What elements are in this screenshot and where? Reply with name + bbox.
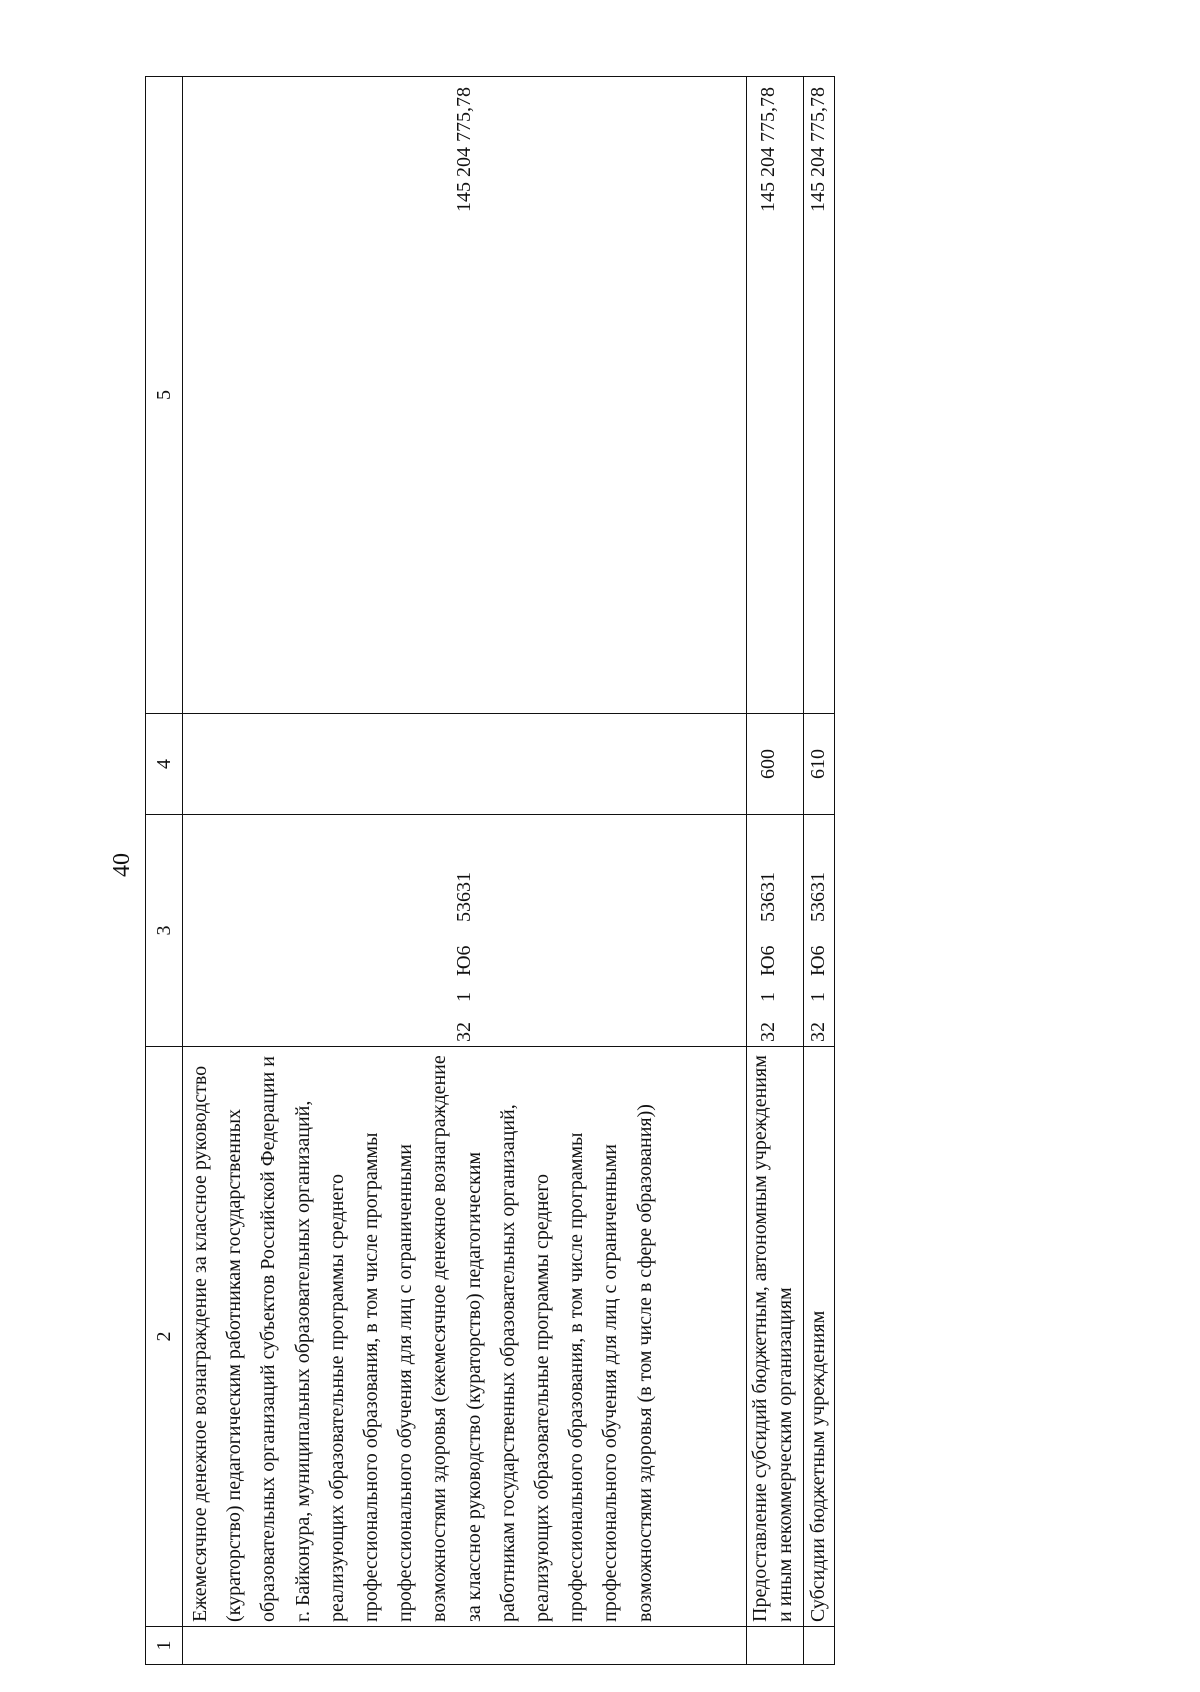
header-cell-1: 1 xyxy=(146,1627,183,1665)
expense-type-cell: 600 xyxy=(747,714,804,815)
table-row xyxy=(804,77,835,1665)
code-part-program: 32 xyxy=(757,1022,779,1042)
budget-table xyxy=(145,76,835,1665)
table-row xyxy=(183,77,747,1665)
header-cell-5: 5 xyxy=(146,77,183,714)
code-part-direction: 53631 xyxy=(807,872,829,922)
amount-cell: 145 204 775,78 xyxy=(183,77,747,714)
description-cell: Ежемесячное денежное вознаграждение за классное руководство (кураторство) педагогическим работникам государственных образовательных организаций субъектов Российской Федерации и г. Байконура, муниципальных образовательных организаций, реализующих образовательные программы среднего профессионального образования, в том числе программы профессионального обучения для лиц с ограниченными возможностями здоровья (ежемесячное денежное вознаграждение за классное руководство (кураторство) педагогическим работникам государственных образовательных организаций, реализующих образовательные программы среднего профессионального образования, в том числе программы профессионального обучения для лиц с ограниченными возможностями здоровья (в том числе в сфере образования)) xyxy=(183,1047,747,1627)
code-part-program: 32 xyxy=(807,1022,829,1042)
code-part-project: Ю6 xyxy=(453,945,476,976)
code-part-subprogram: 1 xyxy=(807,992,829,1002)
row-number-cell xyxy=(183,1627,747,1665)
amount-cell: 145 204 775,78 xyxy=(804,77,835,714)
code-part-subprogram: 1 xyxy=(757,992,779,1002)
target-article-cell xyxy=(747,815,804,1047)
expense-type-cell xyxy=(183,714,747,815)
target-article-cell xyxy=(183,815,747,1047)
code-part-project: Ю6 xyxy=(757,945,779,976)
code-part-direction: 53631 xyxy=(453,872,476,922)
code-part-subprogram: 1 xyxy=(453,992,476,1002)
header-cell-4: 4 xyxy=(146,714,183,815)
amount-cell: 145 204 775,78 xyxy=(747,77,804,714)
description-cell: Предоставление субсидий бюджетным, автономным учреждениям и иным некоммерческим организациям xyxy=(747,1047,804,1627)
table-wrapper xyxy=(145,77,835,1665)
table-row xyxy=(747,77,804,1665)
header-cell-3: 3 xyxy=(146,815,183,1047)
target-article-cell xyxy=(804,815,835,1047)
code-part-program: 32 xyxy=(453,1022,476,1042)
code-part-project: Ю6 xyxy=(807,945,829,976)
expense-type-cell: 610 xyxy=(804,714,835,815)
page-number: 40 xyxy=(109,853,135,877)
row-number-cell xyxy=(804,1627,835,1665)
rotated-table-container xyxy=(145,77,835,1665)
description-cell: Субсидии бюджетным учреждениям xyxy=(804,1047,835,1627)
code-part-direction: 53631 xyxy=(757,872,779,922)
header-row xyxy=(146,77,183,1665)
row-number-cell xyxy=(747,1627,804,1665)
header-cell-2: 2 xyxy=(146,1047,183,1627)
